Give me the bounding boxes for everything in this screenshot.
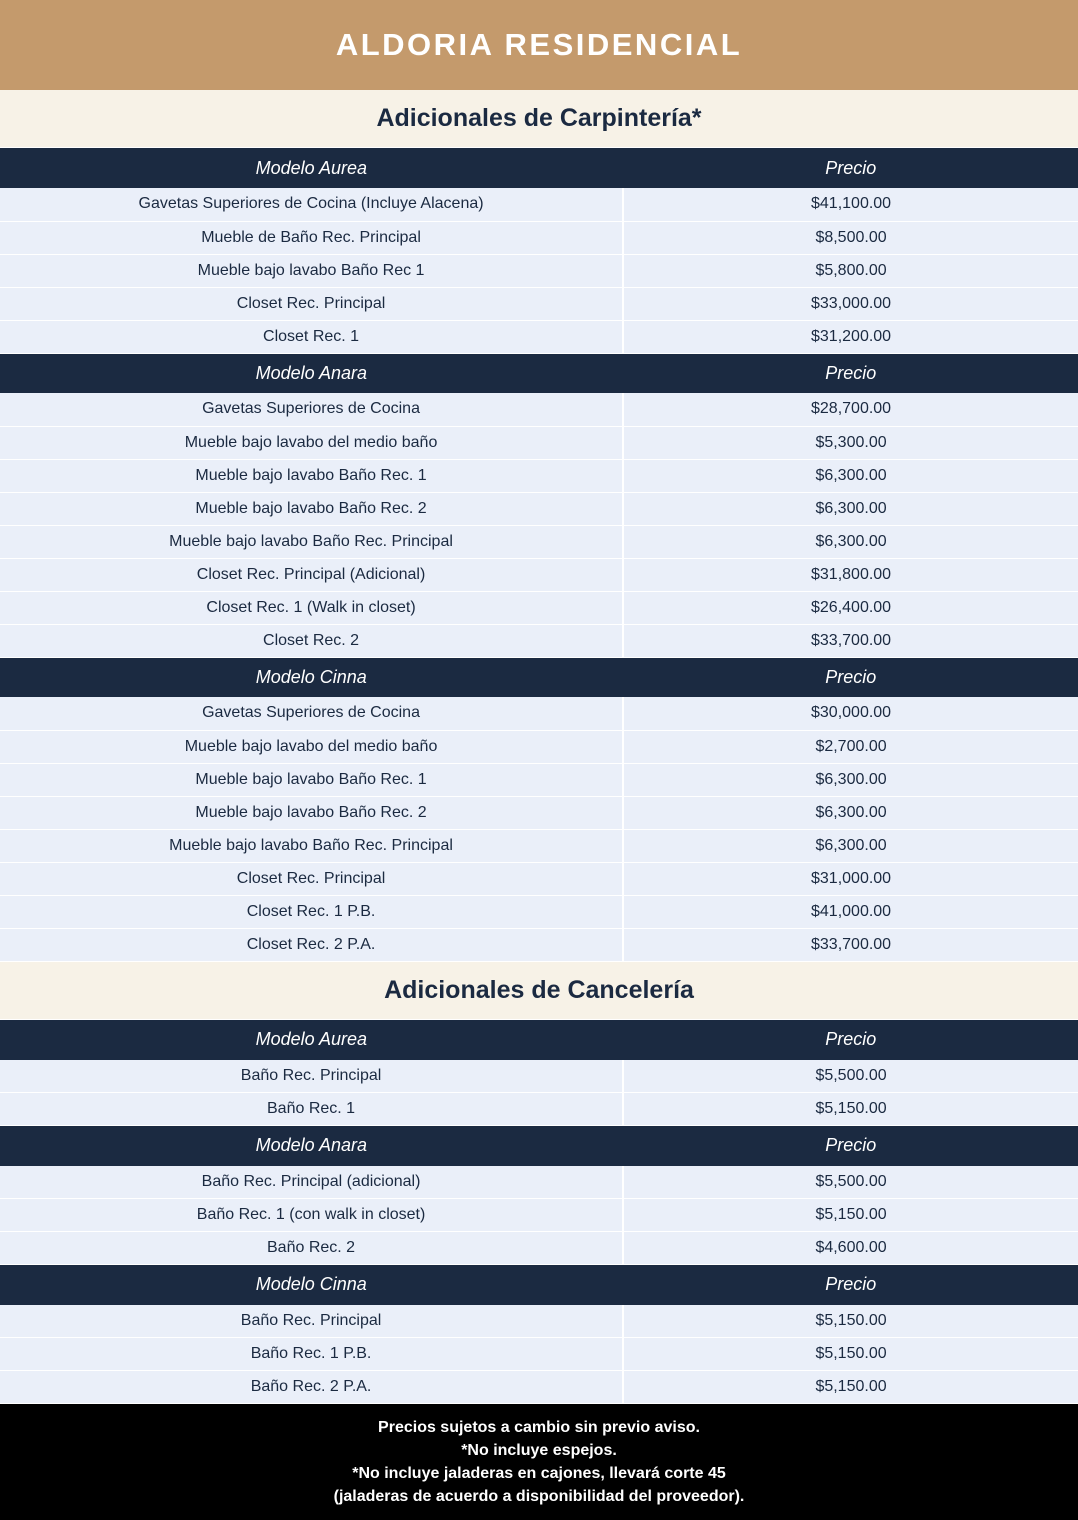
price-column-header-cell: Precio bbox=[623, 1126, 1078, 1166]
item-description-cell: Closet Rec. Principal bbox=[0, 862, 623, 895]
model-group-header-row bbox=[0, 657, 1078, 697]
table-row bbox=[0, 928, 1078, 961]
section-header bbox=[0, 962, 1078, 1020]
item-price-cell: $5,800.00 bbox=[623, 254, 1078, 287]
footer-line: (jaladeras de acuerdo a disponibilidad del proveedor). bbox=[333, 1488, 745, 1506]
table-row bbox=[0, 492, 1078, 525]
table-row bbox=[0, 862, 1078, 895]
item-price-cell: $6,300.00 bbox=[623, 525, 1078, 558]
price-column-header-cell: Precio bbox=[623, 657, 1078, 697]
footer-line: *No incluye jaladeras en cajones, llevará corte 45 bbox=[352, 1465, 726, 1482]
table-row bbox=[0, 221, 1078, 254]
item-price-cell: $33,000.00 bbox=[623, 287, 1078, 320]
model-group-header-row bbox=[0, 1265, 1078, 1305]
table-row bbox=[0, 697, 1078, 730]
item-price-cell: $6,300.00 bbox=[623, 829, 1078, 862]
table-row bbox=[0, 558, 1078, 591]
footer-line: *No incluye espejos. bbox=[461, 1441, 617, 1459]
item-description-cell: Baño Rec. 1 P.B. bbox=[0, 1338, 623, 1371]
table-row bbox=[0, 1338, 1078, 1371]
table-row bbox=[0, 1371, 1078, 1404]
model-name-cell: Modelo Aurea bbox=[0, 148, 623, 188]
section-header bbox=[0, 90, 1078, 148]
item-description-cell: Baño Rec. 1 bbox=[0, 1093, 623, 1126]
item-price-cell: $28,700.00 bbox=[623, 393, 1078, 426]
item-description-cell: Gavetas Superiores de Cocina bbox=[0, 697, 623, 730]
item-description-cell: Baño Rec. 1 (con walk in closet) bbox=[0, 1199, 623, 1232]
item-price-cell: $6,300.00 bbox=[623, 796, 1078, 829]
price-column-header-cell: Precio bbox=[623, 1020, 1078, 1060]
item-price-cell: $5,150.00 bbox=[623, 1305, 1078, 1338]
item-description-cell: Baño Rec. Principal (adicional) bbox=[0, 1166, 623, 1199]
item-description-cell: Baño Rec. 2 P.A. bbox=[0, 1371, 623, 1404]
item-price-cell: $6,300.00 bbox=[623, 459, 1078, 492]
item-description-cell: Mueble bajo lavabo del medio baño bbox=[0, 730, 623, 763]
item-price-cell: $5,150.00 bbox=[623, 1371, 1078, 1404]
item-price-cell: $5,500.00 bbox=[623, 1060, 1078, 1093]
model-name-cell: Modelo Cinna bbox=[0, 1265, 623, 1305]
table-row bbox=[0, 393, 1078, 426]
item-price-cell: $5,300.00 bbox=[623, 426, 1078, 459]
item-price-cell: $41,100.00 bbox=[623, 188, 1078, 221]
item-price-cell: $26,400.00 bbox=[623, 591, 1078, 624]
brand-header bbox=[0, 0, 1078, 90]
table-row bbox=[0, 1232, 1078, 1265]
item-description-cell: Mueble bajo lavabo del medio baño bbox=[0, 426, 623, 459]
table-row bbox=[0, 1093, 1078, 1126]
table-row bbox=[0, 254, 1078, 287]
footer-disclaimer bbox=[0, 1404, 1078, 1520]
item-description-cell: Closet Rec. Principal (Adicional) bbox=[0, 558, 623, 591]
table-row bbox=[0, 525, 1078, 558]
price-table bbox=[0, 1020, 1078, 1405]
item-description-cell: Closet Rec. Principal bbox=[0, 287, 623, 320]
table-row bbox=[0, 1199, 1078, 1232]
price-column-header-cell: Precio bbox=[623, 1265, 1078, 1305]
item-description-cell: Closet Rec. 2 P.A. bbox=[0, 928, 623, 961]
item-price-cell: $31,800.00 bbox=[623, 558, 1078, 591]
item-price-cell: $8,500.00 bbox=[623, 221, 1078, 254]
footer-line: Precios sujetos a cambio sin previo aviso. bbox=[378, 1418, 700, 1436]
item-description-cell: Mueble bajo lavabo Baño Rec. 1 bbox=[0, 763, 623, 796]
item-price-cell: $5,500.00 bbox=[623, 1166, 1078, 1199]
model-name-cell: Modelo Aurea bbox=[0, 1020, 623, 1060]
item-price-cell: $33,700.00 bbox=[623, 928, 1078, 961]
item-description-cell: Gavetas Superiores de Cocina (Incluye Alacena) bbox=[0, 188, 623, 221]
table-row bbox=[0, 188, 1078, 221]
item-price-cell: $5,150.00 bbox=[623, 1338, 1078, 1371]
item-description-cell: Mueble bajo lavabo Baño Rec. Principal bbox=[0, 829, 623, 862]
table-row bbox=[0, 459, 1078, 492]
table-row bbox=[0, 1166, 1078, 1199]
model-group-header-row bbox=[0, 1020, 1078, 1060]
item-description-cell: Mueble bajo lavabo Baño Rec. 2 bbox=[0, 492, 623, 525]
table-row bbox=[0, 895, 1078, 928]
item-description-cell: Closet Rec. 1 bbox=[0, 320, 623, 353]
table-row bbox=[0, 426, 1078, 459]
item-price-cell: $31,000.00 bbox=[623, 862, 1078, 895]
table-row bbox=[0, 624, 1078, 657]
table-row bbox=[0, 287, 1078, 320]
section-title: Adicionales de Carpintería* bbox=[376, 104, 702, 132]
model-group-header-row bbox=[0, 1126, 1078, 1166]
item-description-cell: Closet Rec. 1 (Walk in closet) bbox=[0, 591, 623, 624]
table-row bbox=[0, 730, 1078, 763]
price-column-header-cell: Precio bbox=[623, 148, 1078, 188]
item-price-cell: $6,300.00 bbox=[623, 763, 1078, 796]
item-description-cell: Gavetas Superiores de Cocina bbox=[0, 393, 623, 426]
table-row bbox=[0, 1060, 1078, 1093]
price-column-header-cell: Precio bbox=[623, 353, 1078, 393]
item-description-cell: Mueble de Baño Rec. Principal bbox=[0, 221, 623, 254]
page-title: ALDORIA RESIDENCIAL bbox=[335, 27, 743, 62]
item-description-cell: Baño Rec. Principal bbox=[0, 1060, 623, 1093]
item-price-cell: $6,300.00 bbox=[623, 492, 1078, 525]
table-row bbox=[0, 591, 1078, 624]
model-name-cell: Modelo Anara bbox=[0, 1126, 623, 1166]
model-group-header-row bbox=[0, 353, 1078, 393]
item-price-cell: $31,200.00 bbox=[623, 320, 1078, 353]
item-price-cell: $41,000.00 bbox=[623, 895, 1078, 928]
item-price-cell: $5,150.00 bbox=[623, 1093, 1078, 1126]
item-price-cell: $5,150.00 bbox=[623, 1199, 1078, 1232]
table-row bbox=[0, 763, 1078, 796]
item-description-cell: Closet Rec. 2 bbox=[0, 624, 623, 657]
price-table bbox=[0, 148, 1078, 962]
item-description-cell: Mueble bajo lavabo Baño Rec. Principal bbox=[0, 525, 623, 558]
item-description-cell: Mueble bajo lavabo Baño Rec. 1 bbox=[0, 459, 623, 492]
table-row bbox=[0, 320, 1078, 353]
table-row bbox=[0, 829, 1078, 862]
item-description-cell: Closet Rec. 1 P.B. bbox=[0, 895, 623, 928]
item-price-cell: $30,000.00 bbox=[623, 697, 1078, 730]
model-name-cell: Modelo Anara bbox=[0, 353, 623, 393]
item-description-cell: Mueble bajo lavabo Baño Rec. 2 bbox=[0, 796, 623, 829]
item-description-cell: Baño Rec. 2 bbox=[0, 1232, 623, 1265]
sections-container bbox=[0, 90, 1078, 1404]
item-price-cell: $4,600.00 bbox=[623, 1232, 1078, 1265]
table-row bbox=[0, 796, 1078, 829]
item-price-cell: $2,700.00 bbox=[623, 730, 1078, 763]
table-row bbox=[0, 1305, 1078, 1338]
model-group-header-row bbox=[0, 148, 1078, 188]
item-description-cell: Baño Rec. Principal bbox=[0, 1305, 623, 1338]
item-description-cell: Mueble bajo lavabo Baño Rec 1 bbox=[0, 254, 623, 287]
item-price-cell: $33,700.00 bbox=[623, 624, 1078, 657]
section-title: Adicionales de Cancelería bbox=[384, 975, 694, 1004]
model-name-cell: Modelo Cinna bbox=[0, 657, 623, 697]
